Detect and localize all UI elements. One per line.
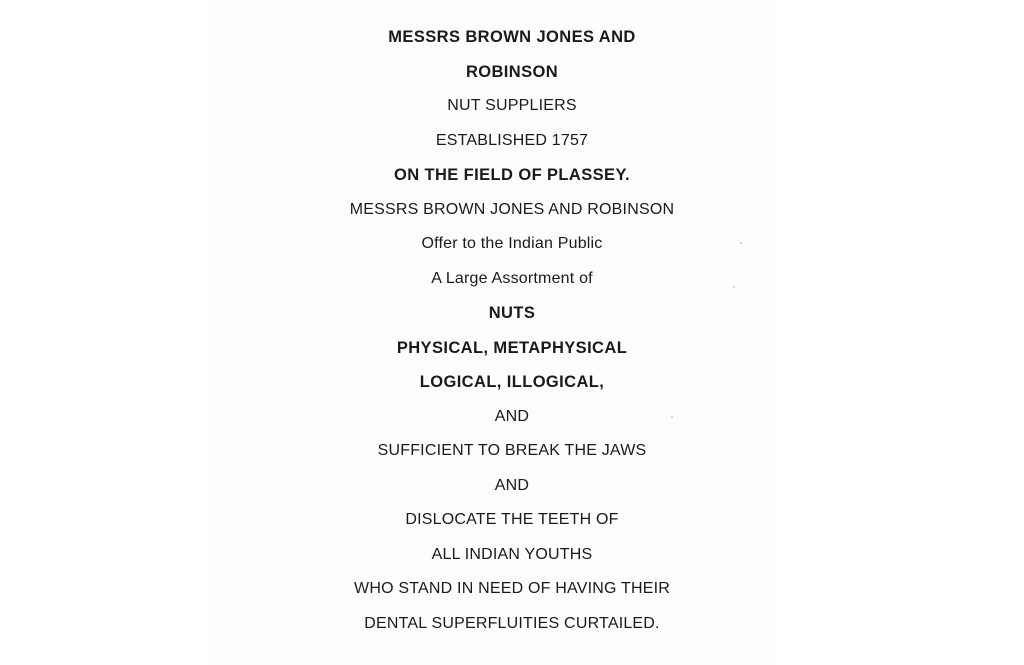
dislocate-line: DISLOCATE THE TEETH OF: [405, 511, 619, 528]
and-line-1: AND: [494, 407, 530, 425]
offer-line: Offer to the Indian Public: [421, 235, 603, 252]
curtailed-line: DENTAL SUPERFLUITIES CURTAILED.: [364, 614, 660, 632]
break-jaws-line: SUFFICIENT TO BREAK THE JAWS: [377, 442, 647, 459]
location-line: ON THE FIELD OF PLASSEY.: [393, 166, 631, 184]
assortment-line: A Large Assortment of: [431, 269, 593, 287]
subheading-nut-suppliers: NUT SUPPLIERS: [447, 97, 577, 114]
need-line: WHO STAND IN NEED OF HAVING THEIR: [354, 580, 670, 597]
advertisement-notice: [0, 20, 1024, 641]
and-line-2: AND: [494, 476, 530, 494]
established-line: ESTABLISHED 1757: [435, 131, 589, 149]
company-name-line: MESSRS BROWN JONES AND ROBINSON: [349, 200, 675, 218]
heading-line-1: MESSRS BROWN JONES AND: [388, 28, 636, 46]
logical-line: LOGICAL, ILLOGICAL,: [419, 373, 605, 391]
heading-line-2: ROBINSON: [465, 62, 559, 81]
indian-youths-line: ALL INDIAN YOUTHS: [431, 545, 593, 563]
physical-line: PHYSICAL, METAPHYSICAL: [396, 338, 628, 357]
nuts-line: NUTS: [488, 304, 536, 322]
